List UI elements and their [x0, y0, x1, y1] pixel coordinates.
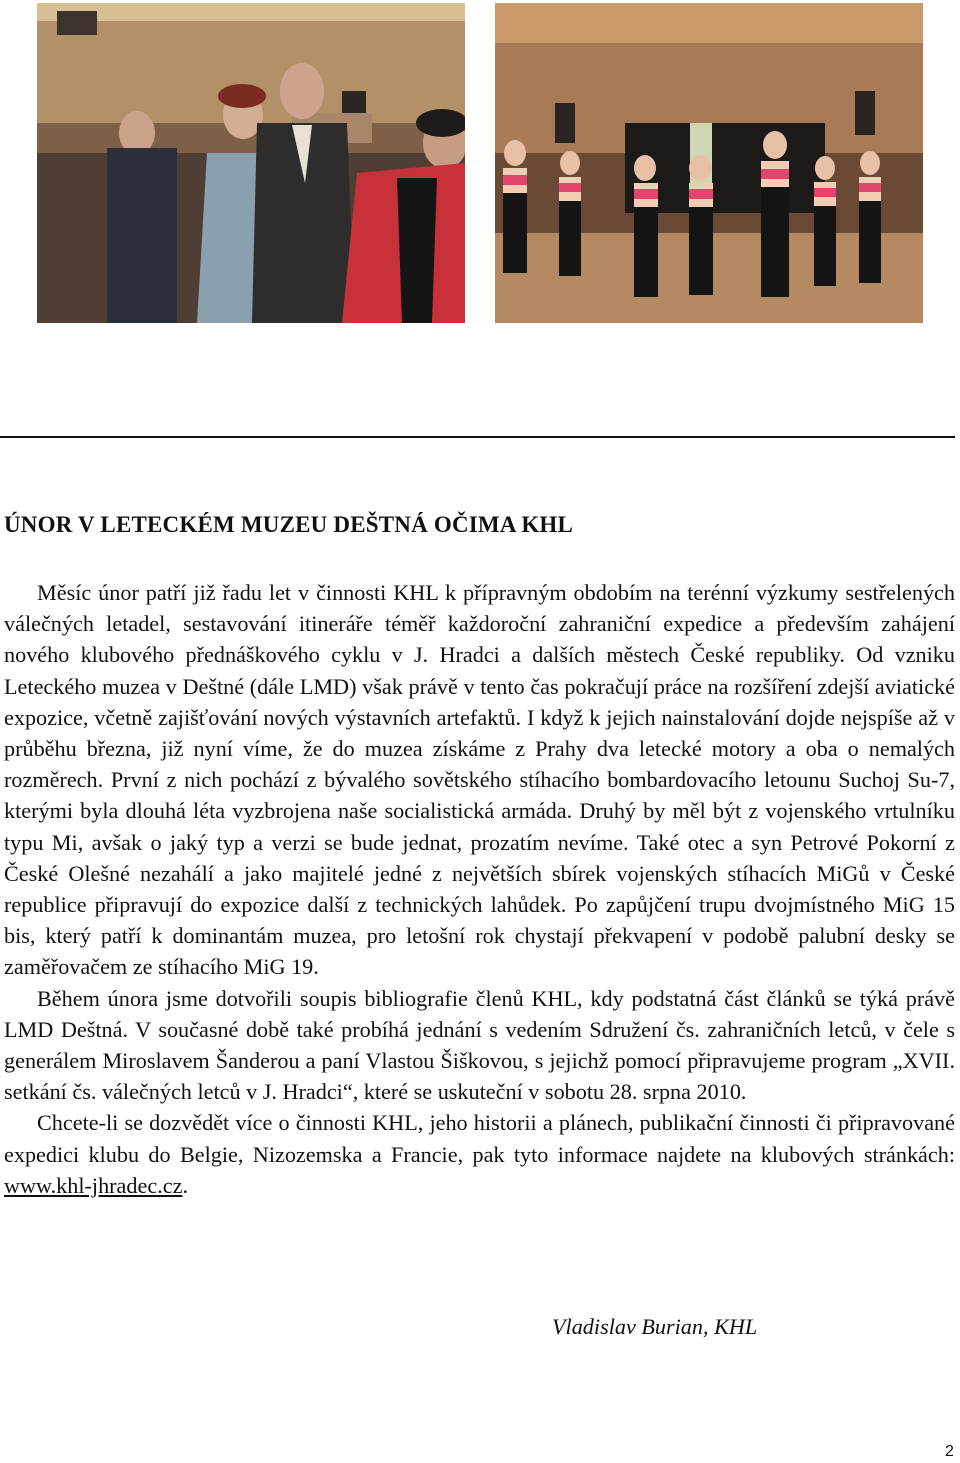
- separator-line: [0, 436, 955, 438]
- paragraph-3-text: Chcete-li se dozvědět více o činnosti KHL, jeho historii a plánech, publikační činnosti či připravované expedici klubu do Belgie, Nizozemska a Francie, pak tyto informace najdete na klubových stránkách:: [4, 1110, 955, 1167]
- paragraph-3: [4, 1107, 955, 1201]
- club-website-link[interactable]: www.khl-jhradec.cz: [4, 1172, 183, 1198]
- photo-party-guests: [37, 3, 465, 323]
- paragraph-3-end: .: [182, 1172, 188, 1198]
- article-body: [4, 577, 955, 1201]
- page-number: 2: [945, 1443, 954, 1460]
- paragraph-1: Měsíc únor patří již řadu let v činnosti KHL k přípravným obdobím na terénní výzkumy sestřelených válečných letadel, sestavování itineráře téměř každoroční zahraniční expedice a především zahájení nového klubového přednáškového cyklu v J. Hradci a dalších městech České republiky. Od vzniku Leteckého muzea v Deštné (dále LMD) však právě v tento čas pokračují práce na rozšíření zdejší aviatické expozice, včetně zajišťování nových výstavních artefaktů. I když k jejich nainstalování dojde nejspíše až v průběhu března, již nyní víme, že do muzea získáme z Prahy dva letecké motory a oba o nemalých rozměrech. První z nich pochází z bývalého sovětského stíhacího bombardovacího letounu Suchoj Su-7, kterými byla dlouhá léta vyzbrojena naše socialistická armáda. Druhý by měl být z vojenského vrtulníku typu Mi, avšak o jaký typ a verzi se bude jednat, prozatím nevíme. Také otec a syn Petrové Pokorní z České Olešné nezahálí a jako majitelé jedné z největších sbírek vojenských stíhacích MiGů v České republice připravují do expozice další z technických lahůdek. Po zapůjčení trupu dvojmístného MiG 15 bis, který patří k dominantám muzea, pro letošní rok chystají překvapení v podobě palubní desky se zaměřovačem ze stíhacího MiG 19.: [4, 580, 955, 980]
- article-heading: ÚNOR V LETECKÉM MUZEU DEŠTNÁ OČIMA KHL: [4, 512, 574, 537]
- photo-dance-performance: [495, 3, 923, 323]
- author-signature: Vladislav Burian, KHL: [552, 1314, 758, 1339]
- paragraph-2: Během února jsme dotvořili soupis bibliografie členů KHL, kdy podstatná část článků se týká právě LMD Deštná. V současné době také probíhá jednání s vedením Sdružení čs. zahraničních letců, v čele s generálem Miroslavem Šanderou a paní Vlastou Šiškovou, s jejichž pomocí připravujeme program „XVII. setkání čs. válečných letců v J. Hradci“, které se uskuteční v sobotu 28. srpna 2010.: [4, 985, 955, 1105]
